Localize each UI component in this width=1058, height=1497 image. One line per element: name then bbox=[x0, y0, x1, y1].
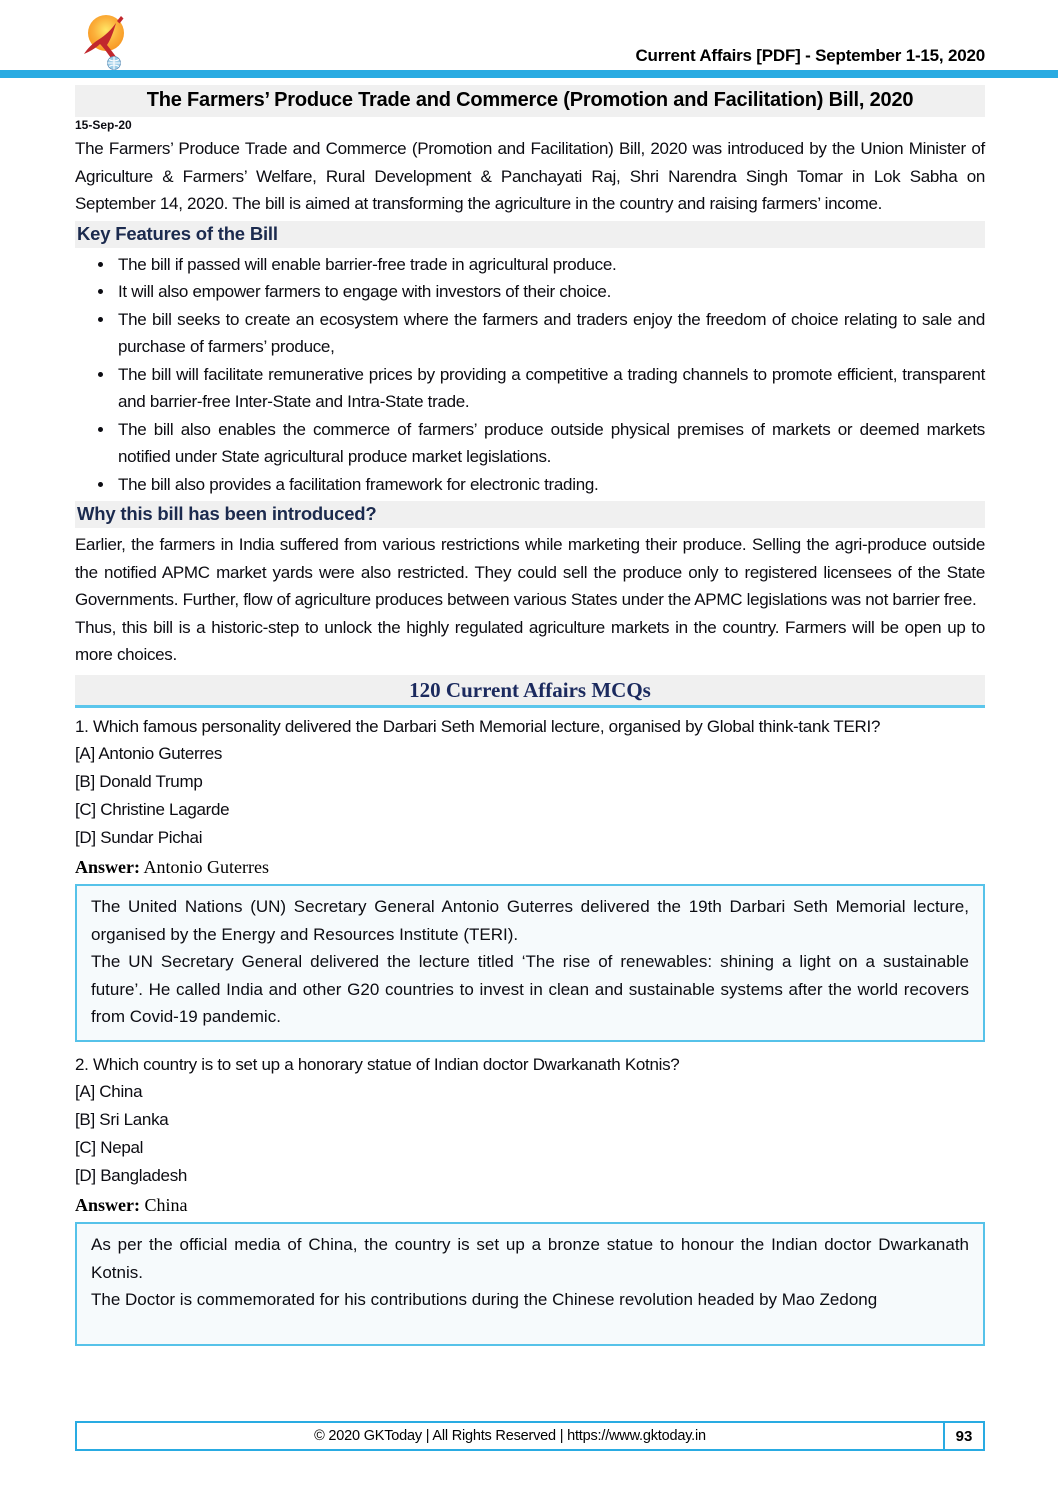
explanation-paragraph: The United Nations (UN) Secretary General Antonio Guterres delivered the 19th Darbari Seth Memorial lecture, organised by the Energy and Resources Institute (TERI). bbox=[91, 897, 969, 944]
list-item: • The bill seeks to create an ecosystem where the farmers and traders enjoy the freedom of choice relating to sale and purchase of farmers’ produce, bbox=[115, 306, 985, 361]
article-intro: The Farmers’ Produce Trade and Commerce (Promotion and Facilitation) Bill, 2020 was introduced by the Union Minister of Agriculture & Farmers’ Welfare, Rural Development & Panchayati Raj, Shri Narendra Singh Tomar in Lok Sabha on September 14, 2020. The bill is aimed at transforming the agriculture in the country and raising farmers’ income. bbox=[75, 139, 985, 213]
option-b: [B] Donald Trump bbox=[75, 772, 203, 791]
section-heading-why-introduced: Why this bill has been introduced? bbox=[75, 501, 985, 528]
article-date: 15-Sep-20 bbox=[75, 118, 132, 132]
list-item: • It will also empower farmers to engage with investors of their choice. bbox=[115, 278, 985, 306]
footer-copyright: © 2020 GKToday | All Rights Reserved | https://www.gktoday.in bbox=[314, 1428, 706, 1444]
section-heading-key-features: Key Features of the Bill bbox=[75, 221, 985, 248]
option-c: [C] Nepal bbox=[75, 1138, 144, 1157]
list-item: • The bill if passed will enable barrier-free trade in agricultural produce. bbox=[115, 251, 985, 279]
answer-line bbox=[75, 854, 985, 880]
option-d: [D] Sundar Pichai bbox=[75, 828, 203, 847]
question-text: 2. Which country is to set up a honorary statue of Indian doctor Dwarkanath Kotnis? bbox=[75, 1054, 680, 1074]
option-b: [B] Sri Lanka bbox=[75, 1110, 169, 1129]
page-header bbox=[0, 0, 1058, 70]
list-item: • The bill also provides a facilitation framework for electronic trading. bbox=[115, 471, 985, 499]
page-number: 93 bbox=[943, 1423, 983, 1449]
option-a: [A] Antonio Guterres bbox=[75, 744, 223, 763]
page-footer bbox=[75, 1421, 985, 1451]
page-content bbox=[75, 85, 985, 1346]
list-item: • The bill will facilitate remunerative prices by providing a competitive a trading channels to promote efficient, transparent and barrier-free Inter-State and Intra-State trade. bbox=[115, 361, 985, 416]
question-block bbox=[75, 713, 985, 1042]
edition-title: Current Affairs [PDF] - September 1-15, 2020 bbox=[635, 46, 985, 65]
option-a: [A] China bbox=[75, 1082, 143, 1101]
explanation-paragraph: As per the official media of China, the country is set up a bronze statue to honour the Indian doctor Dwarkanath Kotnis. bbox=[91, 1235, 969, 1282]
mcq-section-heading: 120 Current Affairs MCQs bbox=[75, 675, 985, 708]
key-features-list bbox=[75, 251, 985, 499]
question-block bbox=[75, 1051, 985, 1346]
option-c: [C] Christine Lagarde bbox=[75, 800, 230, 819]
explanation-box bbox=[75, 884, 985, 1042]
answer-label: Answer: bbox=[75, 1195, 140, 1215]
answer-value: China bbox=[144, 1195, 188, 1215]
explanation-paragraph: The Doctor is commemorated for his contributions during the Chinese revolution headed by Mao Zedong bbox=[91, 1290, 878, 1309]
why-paragraph: Earlier, the farmers in India suffered from various restrictions while marketing their produce. Selling the agri-produce outside the notified APMC market yards were also restricted. They could sell the produce only to registered licensees of the State Governments. Further, flow of agriculture produces between various States under the APMC legislations was not barrier free. bbox=[75, 535, 985, 609]
article-title: The Farmers’ Produce Trade and Commerce (Promotion and Facilitation) Bill, 2020 bbox=[75, 85, 985, 117]
header-divider-bar bbox=[0, 70, 1058, 78]
why-paragraph: Thus, this bill is a historic-step to unlock the highly regulated agriculture markets in the country. Farmers will be open up to more choices. bbox=[75, 617, 985, 664]
answer-label: Answer: bbox=[75, 857, 140, 877]
explanation-box bbox=[75, 1222, 985, 1346]
answer-value: Antonio Guterres bbox=[143, 857, 269, 877]
question-text: 1. Which famous personality delivered the Darbari Seth Memorial lecture, organised by Global think-tank TERI? bbox=[75, 716, 881, 736]
gktoday-logo-icon bbox=[78, 14, 132, 70]
option-d: [D] Bangladesh bbox=[75, 1166, 188, 1185]
list-item: • The bill also enables the commerce of farmers’ produce outside physical premises of markets or deemed markets notified under State agricultural produce market legislations. bbox=[115, 416, 985, 471]
explanation-paragraph: The UN Secretary General delivered the lecture titled ‘The rise of renewables: shining a light on a sustainable future’. He called India and other G20 countries to invest in clean and sustainable systems after the world recovers from Covid-19 pandemic. bbox=[91, 952, 969, 1026]
answer-line bbox=[75, 1192, 985, 1218]
